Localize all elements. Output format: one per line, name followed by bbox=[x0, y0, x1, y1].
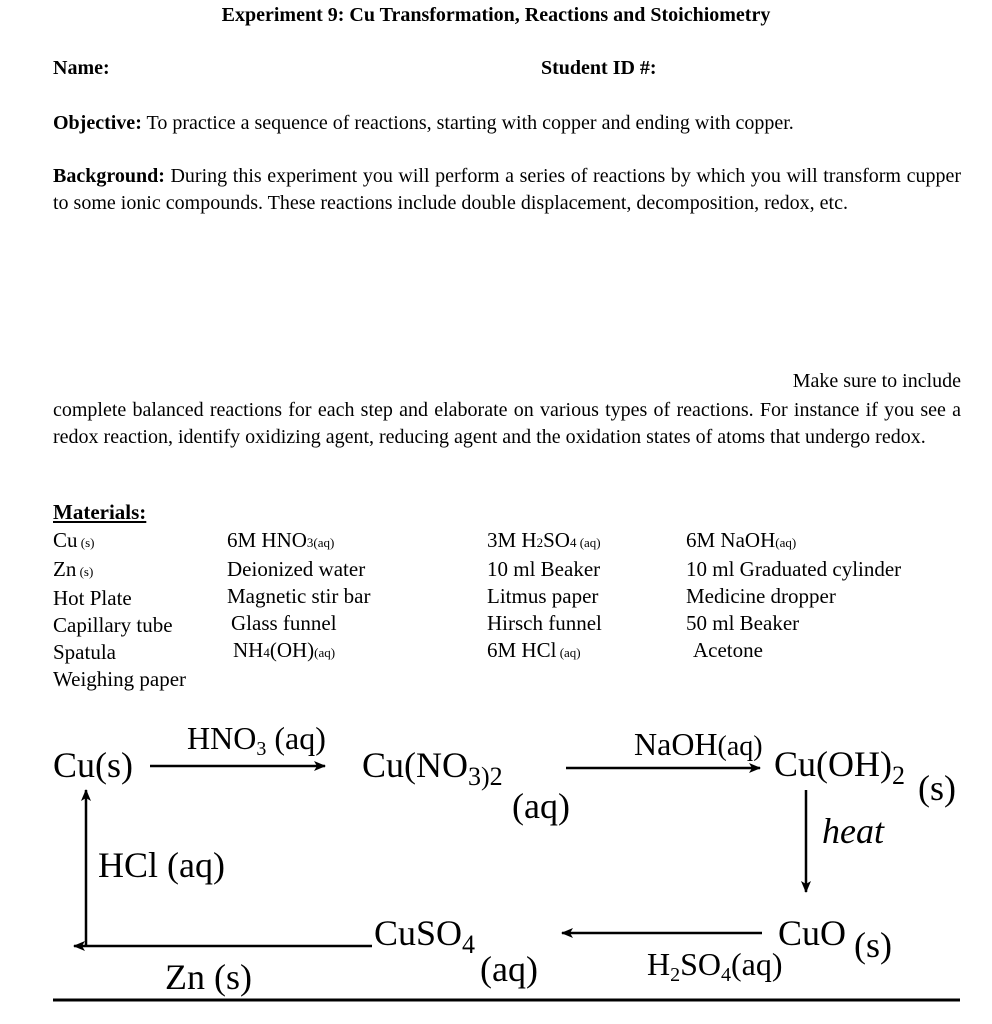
material-item: 10 ml Graduated cylinder bbox=[686, 557, 902, 581]
reagent-h2so4: H2SO4(aq) bbox=[647, 946, 783, 986]
material-item: Deionized water bbox=[227, 557, 366, 581]
species-cu-solid: Cu(s) bbox=[53, 745, 133, 785]
instructions-line1: Make sure to include bbox=[792, 370, 961, 392]
species-cuo: CuO bbox=[778, 913, 847, 953]
instructions-paragraph: complete balanced reactions for each step and elaborate on various types of reactions. For instance if you see a redox reaction, identify oxidizing agent, reducing agent and the oxidation states of atoms that undergo redox. bbox=[53, 399, 961, 448]
species-cuno3: $Cu(NO_{3)2}$ bbox=[362, 745, 503, 791]
material-item: Litmus paper bbox=[487, 584, 599, 608]
objective-paragraph bbox=[53, 110, 961, 137]
material-item: Acetone bbox=[693, 638, 763, 662]
page-title: Experiment 9: Cu Transformation, Reactions and Stoichiometry bbox=[221, 4, 771, 26]
student-id-label: Student ID #: bbox=[541, 57, 657, 79]
name-label: Name: bbox=[53, 57, 110, 79]
species-cuno3-state: (aq) bbox=[512, 786, 570, 826]
material-item: Weighing paper bbox=[53, 667, 187, 691]
reagent-hcl: HCl (aq) bbox=[98, 845, 225, 885]
objective-text: To practice a sequence of reactions, starting with copper and ending with copper. bbox=[141, 112, 794, 134]
materials-col4 bbox=[686, 527, 901, 664]
material-item: Capillary tube bbox=[53, 613, 173, 637]
background-label: Background: bbox=[53, 165, 165, 187]
species-cuo-state: (s) bbox=[854, 925, 892, 965]
species-cuso4-state: (aq) bbox=[480, 949, 538, 989]
material-item: Magnetic stir bar bbox=[227, 584, 371, 608]
objective-label: Objective: bbox=[53, 112, 142, 134]
material-item: Hot Plate bbox=[53, 586, 132, 610]
materials-heading: Materials: bbox=[53, 500, 147, 524]
material-item: 6M HNO3(aq) bbox=[227, 528, 335, 552]
material-item: 6M NaOH(aq) bbox=[686, 528, 797, 552]
material-item: Hirsch funnel bbox=[487, 611, 602, 635]
material-item: 50 ml Beaker bbox=[686, 611, 800, 635]
background-text: During this experiment you will perform a series of reactions by which you will transform cupper to some ionic compounds. These reactions include double displacement, decomposition, redox, etc. bbox=[53, 165, 961, 214]
material-item: Glass funnel bbox=[231, 611, 337, 635]
condition-heat: heat bbox=[822, 811, 884, 851]
material-item: 10 ml Beaker bbox=[487, 557, 601, 581]
material-item: NH4(OH)(aq) bbox=[233, 638, 336, 662]
background-paragraph bbox=[53, 163, 961, 217]
materials-col3 bbox=[487, 527, 602, 666]
reagent-hno3: HNO3 (aq) bbox=[187, 720, 326, 760]
species-cuoh2-state: (s) bbox=[918, 768, 956, 808]
reagent-zn: Zn (s) bbox=[165, 957, 252, 997]
species-cuso4: CuSO$_4$ bbox=[374, 913, 476, 959]
material-item: Spatula bbox=[53, 640, 116, 664]
material-item: 3M H2SO4 (aq) bbox=[487, 528, 601, 552]
material-item: 6M HCl (aq) bbox=[487, 638, 581, 662]
species-cuoh2: $Cu(OH)_2$ bbox=[774, 744, 905, 790]
material-item: Zn (s) bbox=[53, 557, 94, 581]
materials-col1 bbox=[53, 527, 186, 693]
materials-col2 bbox=[227, 527, 370, 666]
material-item: Medicine dropper bbox=[686, 584, 836, 608]
reagent-naoh: NaOH(aq) bbox=[634, 726, 763, 762]
material-item: Cu (s) bbox=[53, 528, 95, 552]
